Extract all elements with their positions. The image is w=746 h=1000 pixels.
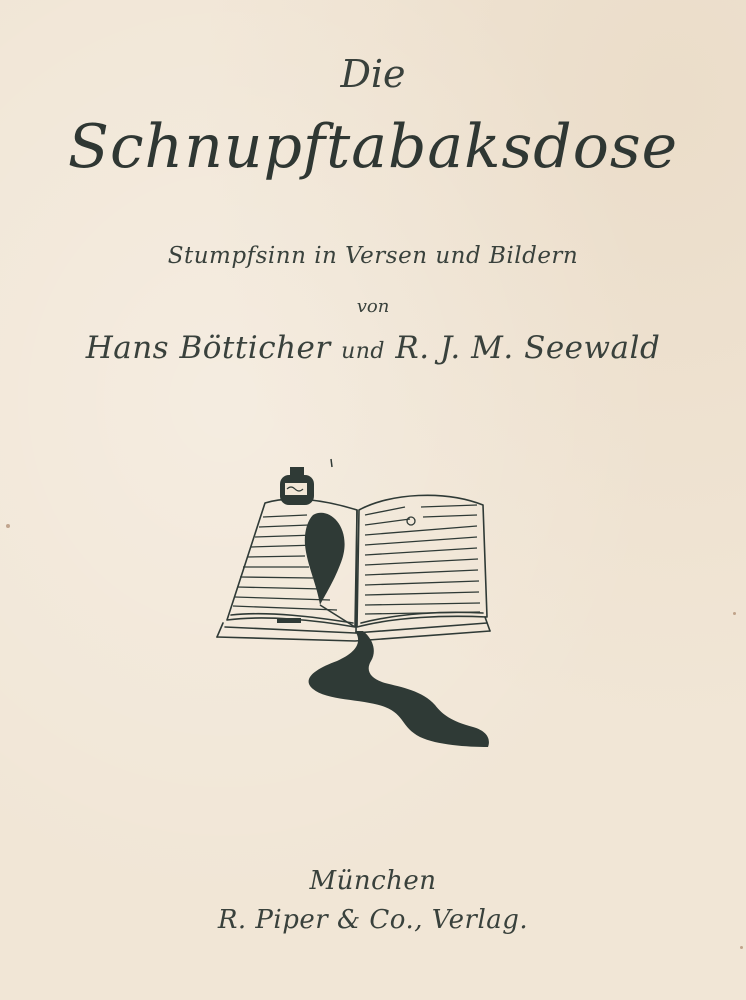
author-1: Hans Bötticher bbox=[85, 330, 331, 366]
book-title: Schnupftabaksdose bbox=[67, 112, 679, 182]
authors bbox=[0, 330, 746, 366]
author-conjunction: und bbox=[341, 339, 385, 364]
title-article: Die bbox=[340, 52, 406, 96]
publisher: R. Piper & Co., Verlag. bbox=[217, 905, 529, 935]
author-2: R. J. M. Seewald bbox=[395, 330, 661, 366]
paper-speck bbox=[6, 524, 10, 528]
city: München bbox=[309, 866, 437, 896]
by-line: von bbox=[356, 296, 390, 317]
subtitle: Stumpfsinn in Versen und Bildern bbox=[167, 243, 579, 269]
paper-speck bbox=[740, 946, 743, 949]
paper-speck bbox=[733, 612, 736, 615]
open-book-inkwell-icon bbox=[205, 455, 505, 765]
